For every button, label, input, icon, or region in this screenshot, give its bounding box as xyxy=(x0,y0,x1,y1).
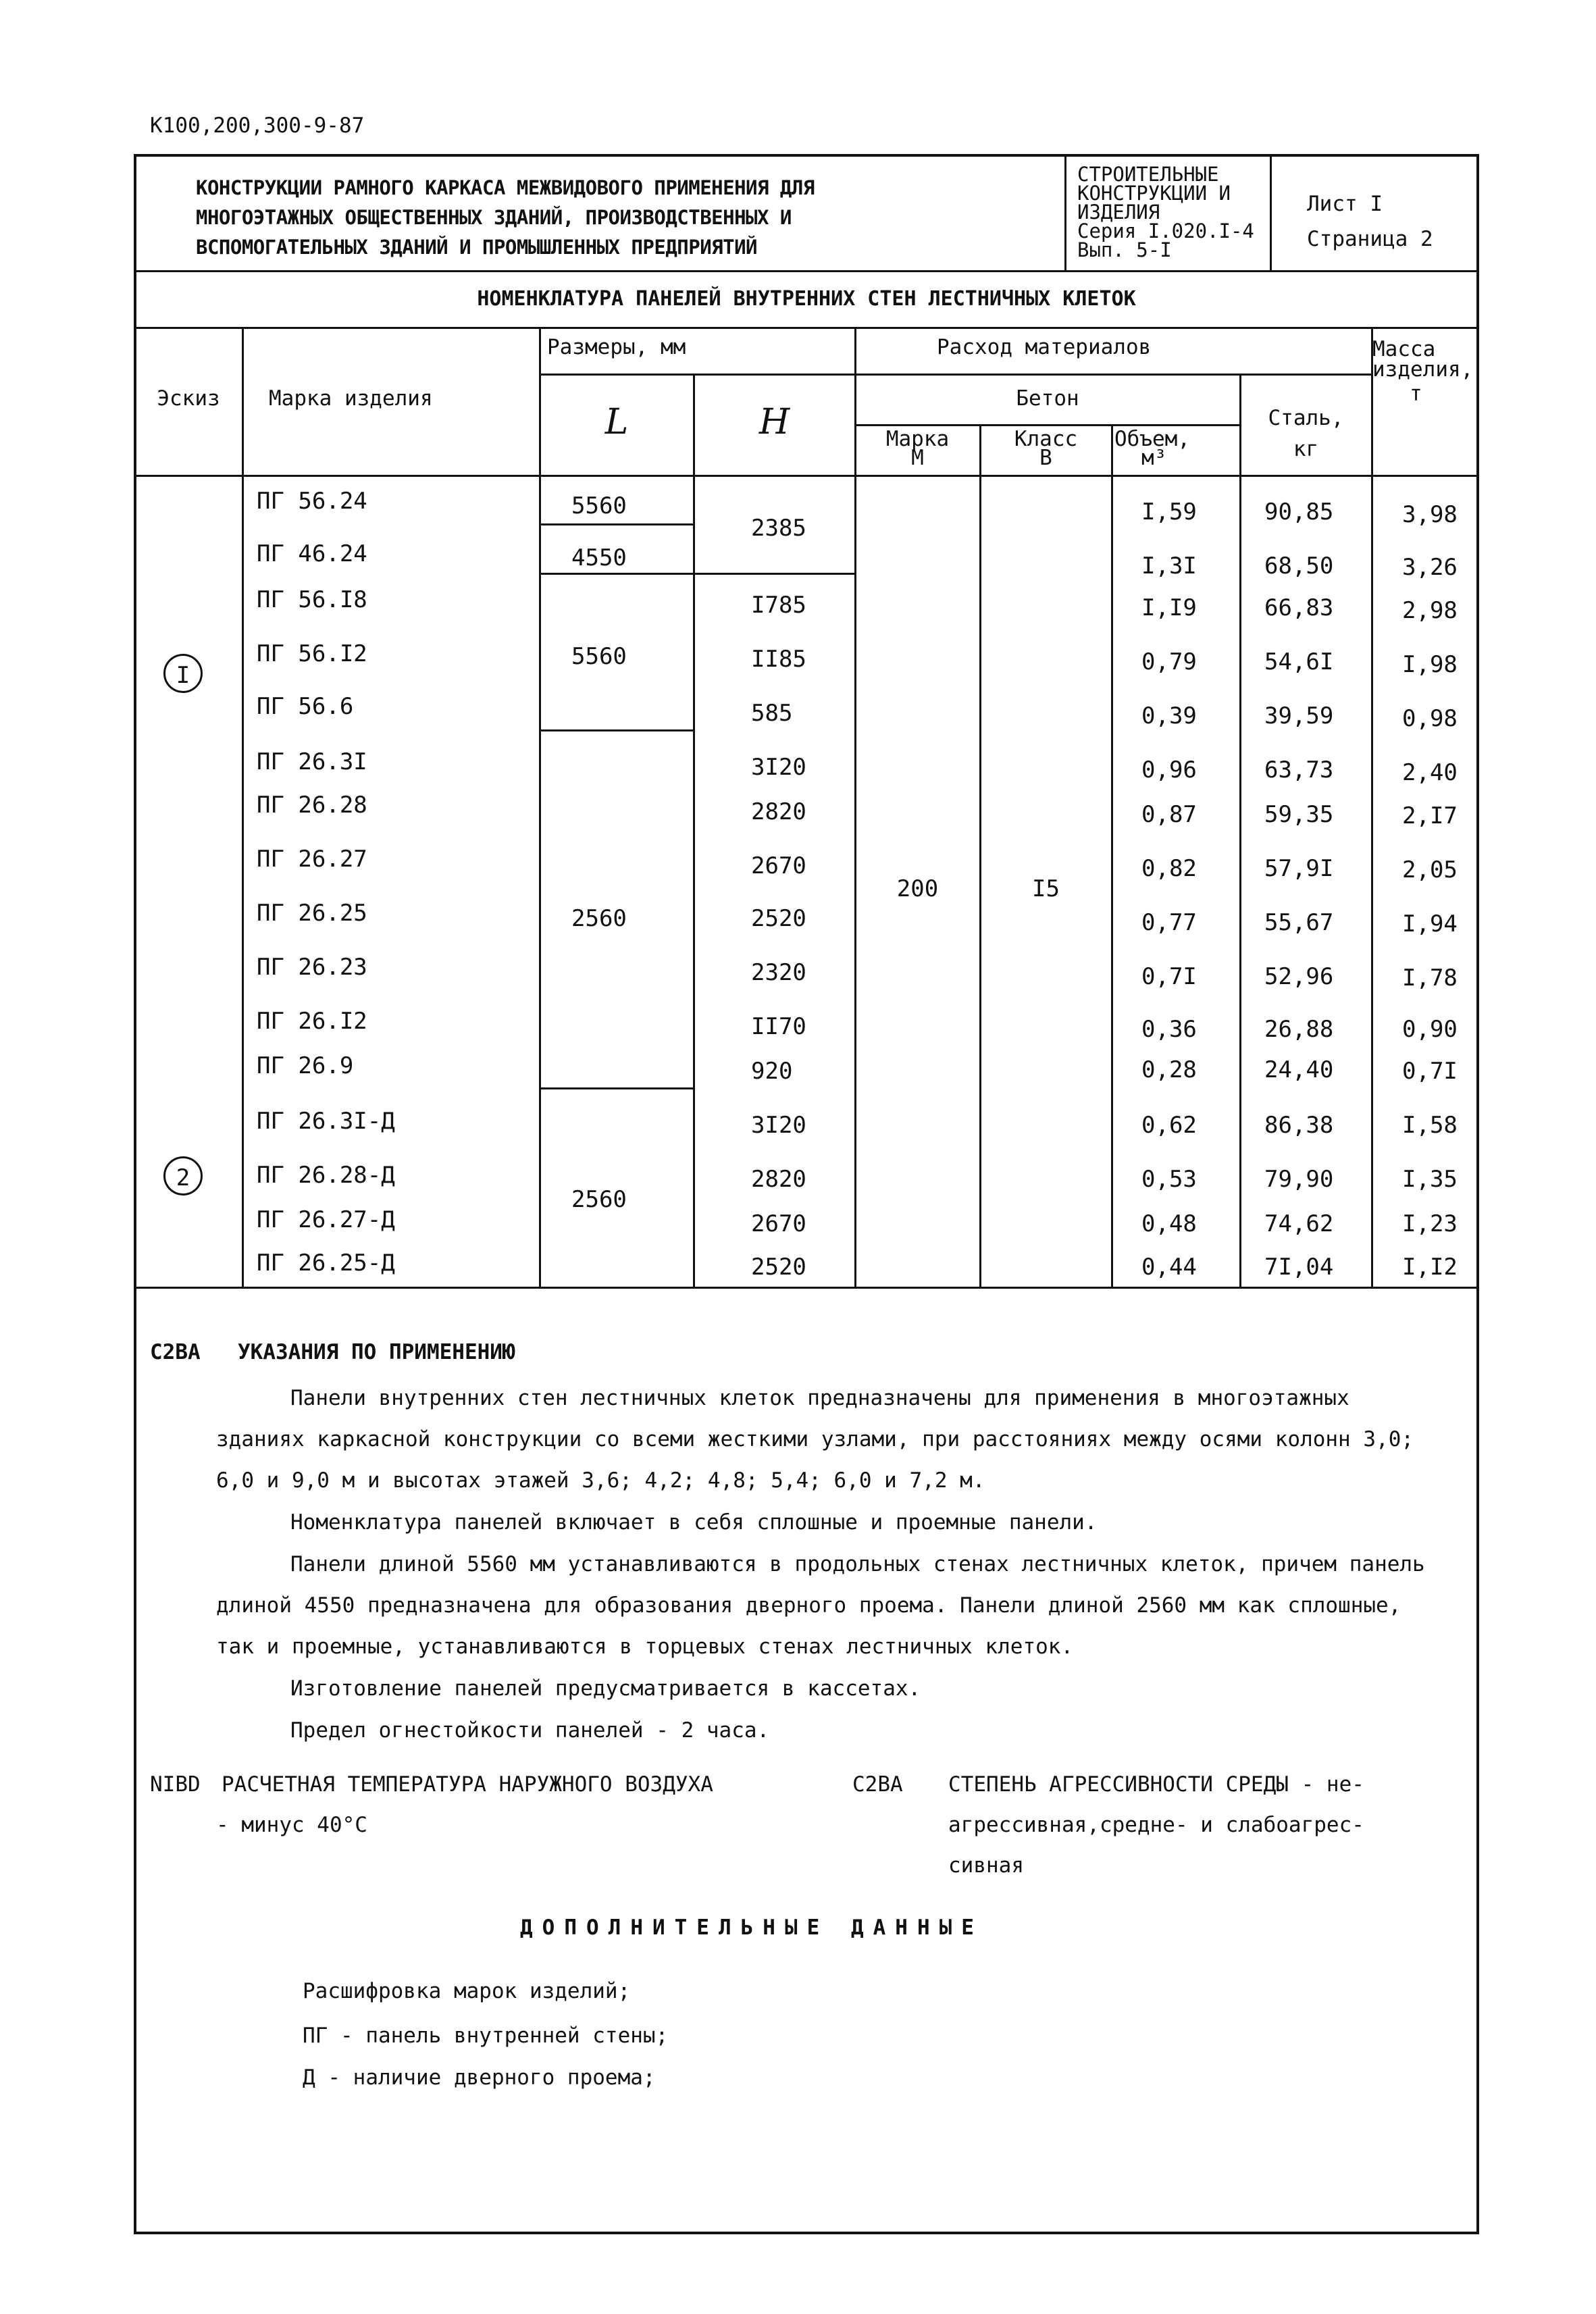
th-class-unit: В xyxy=(1039,446,1052,470)
brand-cell: ПГ 26.9 xyxy=(257,1052,354,1079)
volume-cell: 0,87 xyxy=(1141,801,1197,828)
brand-cell: ПГ 26.3I xyxy=(257,748,367,775)
brand-cell: ПГ 56.I2 xyxy=(257,640,367,667)
temperature-value: - минус 40°С xyxy=(216,1813,367,1837)
th-concrete: Бетон xyxy=(1016,386,1079,411)
volume-cell: 0,79 xyxy=(1141,648,1197,675)
th-mass-label-2: изделия, xyxy=(1372,357,1474,382)
decode-title: Расшифровка марок изделий; xyxy=(303,1979,631,2003)
aggressiveness-line: сивная xyxy=(948,1853,1024,1878)
th-mass-label: Масса xyxy=(1372,337,1436,361)
th-grade-unit: М xyxy=(911,446,924,470)
brand-cell: ПГ 56.24 xyxy=(257,488,367,515)
steel-cell: 54,6I xyxy=(1264,648,1334,675)
H-cell: 920 xyxy=(751,1058,793,1085)
H-cell: 2520 xyxy=(751,1254,806,1281)
brand-cell: ПГ 46.24 xyxy=(257,540,367,567)
H-cell: II85 xyxy=(751,646,806,673)
th-line-1 xyxy=(539,374,1371,376)
usage-paragraph: Панели внутренних стен лестничных клеток предназначены для применения в многоэтажных зданиях каркасной конструкции со всеми жесткими узлами, при расстояниях между осями колонн 3,0; 6,0 и 9,0 м и высотах этажей 3,6; 4,2; 4,8; 5,4; 6,0 и 7,2 м. xyxy=(216,1386,1414,1493)
col-line-volume xyxy=(1239,374,1241,1287)
steel-cell: 74,62 xyxy=(1264,1210,1334,1237)
header-title-line: ВСПОМОГАТЕЛЬНЫХ ЗДАНИЙ И ПРОМЫШЛЕННЫХ ПРЕДПРИЯТИЙ xyxy=(196,236,758,259)
volume-cell: 0,96 xyxy=(1141,756,1197,783)
usage-paragraph: Номенклатура панелей включает в себя сплошные и проемные панели. xyxy=(290,1510,1098,1535)
brand-cell: ПГ 56.6 xyxy=(257,693,354,720)
steel-cell: 26,88 xyxy=(1264,1016,1334,1043)
series-line: Серия I.020.I-4 xyxy=(1077,220,1254,242)
mass-cell: 2,I7 xyxy=(1402,802,1458,829)
th-materials: Расход материалов xyxy=(937,335,1152,359)
brand-cell: ПГ 26.28-Д xyxy=(257,1162,395,1189)
header-divider xyxy=(134,270,1479,272)
mass-cell: I,23 xyxy=(1402,1210,1458,1237)
steel-cell: 52,96 xyxy=(1264,963,1334,990)
steel-cell: 24,40 xyxy=(1264,1056,1334,1083)
note-code-n1b: NIBD xyxy=(150,1772,201,1797)
L-sep-4 xyxy=(539,1087,693,1089)
note-code-c2ba: С2ВА xyxy=(150,1340,201,1364)
th-grade xyxy=(856,427,979,470)
volume-cell: 0,7I xyxy=(1141,963,1197,990)
H-cell: 2670 xyxy=(751,1210,806,1237)
col-line-L xyxy=(693,374,695,1287)
series-line: Вып. 5-I xyxy=(1077,238,1172,261)
L-cell: 5560 xyxy=(571,492,627,519)
col-line-steel xyxy=(1371,327,1373,1287)
volume-cell: 0,39 xyxy=(1141,702,1197,729)
volume-cell: I,I9 xyxy=(1141,594,1197,621)
th-bottom xyxy=(134,475,1479,477)
mass-cell: 2,05 xyxy=(1402,856,1458,883)
volume-cell: 0,36 xyxy=(1141,1016,1197,1043)
table-bottom xyxy=(134,1287,1479,1289)
steel-cell: 86,38 xyxy=(1264,1112,1334,1139)
aggressiveness-line: СТЕПЕНЬ АГРЕССИВНОСТИ СРЕДЫ - не- xyxy=(948,1772,1364,1797)
brand-cell: ПГ 26.3I-Д xyxy=(257,1108,395,1135)
series-line: КОНСТРУКЦИИ И xyxy=(1077,182,1231,205)
H-cell: 2320 xyxy=(751,959,806,986)
series-line: СТРОИТЕЛЬНЫЕ xyxy=(1077,163,1219,186)
th-dimensions: Размеры, мм xyxy=(547,335,686,359)
L-cell: 5560 xyxy=(571,643,627,670)
brand-cell: ПГ 26.23 xyxy=(257,954,367,981)
mass-cell: 0,98 xyxy=(1402,705,1458,732)
usage-paragraph: Панели длиной 5560 мм устанавливаются в продольных стенах лестничных клеток, причем панель длиной 4550 предназначена для образования дверного проема. Панели длиной 2560 мм как сплошные, так и проемные, устанавливаются в торцевых стенах лестничных клеток. xyxy=(216,1552,1425,1659)
volume-cell: 0,53 xyxy=(1141,1166,1197,1193)
th-volume-unit: м³ xyxy=(1141,446,1167,470)
mass-cell: I,58 xyxy=(1402,1112,1458,1139)
volume-cell: 0,77 xyxy=(1141,909,1197,936)
note-code-c2ba-2: С2ВА xyxy=(852,1772,903,1797)
steel-cell: 39,59 xyxy=(1264,702,1334,729)
note-title-usage: УКАЗАНИЯ ПО ПРИМЕНЕНИЮ xyxy=(238,1340,515,1364)
L-cell: 2560 xyxy=(571,905,627,932)
H-cell: 3I20 xyxy=(751,754,806,781)
sheet-info xyxy=(1307,186,1433,257)
brand-cell: ПГ 26.27 xyxy=(257,846,367,873)
th-steel xyxy=(1241,403,1371,465)
mass-cell: 3,26 xyxy=(1402,554,1458,581)
header-title-line: КОНСТРУКЦИИ РАМНОГО КАРКАСА МЕЖВИДОВОГО ПРИМЕНЕНИЯ ДЛЯ xyxy=(196,176,815,199)
col-line-grade xyxy=(979,424,981,1287)
H-cell: 2670 xyxy=(751,852,806,879)
document-code: К100,200,300-9-87 xyxy=(150,113,365,138)
H-cell: 2820 xyxy=(751,1166,806,1193)
volume-cell: I,59 xyxy=(1141,498,1197,525)
header-col-divider-1 xyxy=(1064,154,1066,270)
steel-cell: 90,85 xyxy=(1264,498,1334,525)
mass-cell: I,94 xyxy=(1402,910,1458,937)
mass-cell: I,35 xyxy=(1402,1166,1458,1193)
H-cell: 2520 xyxy=(751,905,806,932)
H-cell: I785 xyxy=(751,592,806,619)
th-class xyxy=(981,427,1111,470)
brand-cell: ПГ 26.25-Д xyxy=(257,1250,395,1277)
brand-cell: ПГ 56.I8 xyxy=(257,586,367,613)
col-line-brand xyxy=(539,327,541,1287)
brand-cell: ПГ 26.25 xyxy=(257,900,367,927)
mass-cell: I,I2 xyxy=(1402,1254,1458,1281)
brand-cell: ПГ 26.27-Д xyxy=(257,1206,395,1233)
volume-cell: 0,62 xyxy=(1141,1112,1197,1139)
sketch-mark-2: 2 xyxy=(163,1156,203,1195)
extra-data-title: ДОПОЛНИТЕЛЬНЫЕ ДАННЫЕ xyxy=(520,1916,983,1940)
series-line: ИЗДЕЛИЯ xyxy=(1077,201,1160,224)
table-title-divider xyxy=(134,327,1479,329)
th-volume xyxy=(1114,427,1236,470)
th-grade-label: Марка xyxy=(885,427,950,451)
header-title xyxy=(196,173,815,262)
volume-cell: 0,28 xyxy=(1141,1056,1197,1083)
header-col-divider-2 xyxy=(1270,154,1272,270)
brand-cell: ПГ 26.I2 xyxy=(257,1008,367,1035)
col-line-H xyxy=(854,327,856,1287)
steel-cell: 59,35 xyxy=(1264,801,1334,828)
H-cell: 585 xyxy=(751,700,793,727)
volume-cell: 0,44 xyxy=(1141,1254,1197,1281)
th-L: L xyxy=(604,402,629,442)
concrete-grade-value: 200 xyxy=(896,875,939,902)
steel-cell: 68,50 xyxy=(1264,552,1334,580)
th-mass-unit: т xyxy=(1410,382,1422,406)
steel-cell: 66,83 xyxy=(1264,594,1334,621)
col-line-sketch xyxy=(242,327,244,1287)
usage-paragraph: Изготовление панелей предусматривается в кассетах. xyxy=(290,1676,921,1701)
steel-cell: 57,9I xyxy=(1264,855,1334,882)
page-number: Страница 2 xyxy=(1307,227,1433,251)
H-cell: II70 xyxy=(751,1013,806,1040)
mass-cell: I,98 xyxy=(1402,651,1458,678)
aggressiveness-line: агрессивная,средне- и слабоагрес- xyxy=(948,1813,1364,1837)
L-sep-3 xyxy=(539,729,693,731)
volume-cell: 0,82 xyxy=(1141,855,1197,882)
sketch-mark-1: I xyxy=(163,654,203,693)
mass-cell: I,78 xyxy=(1402,965,1458,992)
mass-cell: 0,90 xyxy=(1402,1016,1458,1043)
decode-pg: ПГ - панель внутренней стены; xyxy=(303,2024,669,2048)
table-title: НОМЕНКЛАТУРА ПАНЕЛЕЙ ВНУТРЕННИХ СТЕН ЛЕСТНИЧНЫХ КЛЕТОК xyxy=(477,287,1136,311)
temperature-title: РАСЧЕТНАЯ ТЕМПЕРАТУРА НАРУЖНОГО ВОЗДУХА xyxy=(222,1772,713,1797)
series-block xyxy=(1077,165,1254,259)
mass-cell: 2,98 xyxy=(1402,597,1458,624)
mass-cell: 3,98 xyxy=(1402,501,1458,528)
steel-cell: 79,90 xyxy=(1264,1166,1334,1193)
steel-cell: 55,67 xyxy=(1264,909,1334,936)
steel-cell: 7I,04 xyxy=(1264,1254,1334,1281)
mass-cell: 0,7I xyxy=(1402,1058,1458,1085)
brand-cell: ПГ 26.28 xyxy=(257,792,367,819)
volume-cell: I,3I xyxy=(1141,552,1197,580)
mass-cell: 2,40 xyxy=(1402,759,1458,786)
th-line-2 xyxy=(854,424,1239,426)
th-H: H xyxy=(758,402,790,442)
L-sep-2 xyxy=(539,573,854,575)
decode-d: Д - наличие дверного проема; xyxy=(303,2065,656,2090)
th-mass xyxy=(1372,339,1479,404)
th-class-label: Класс xyxy=(1014,427,1078,451)
th-steel-label: Сталь, xyxy=(1268,406,1344,430)
th-brand: Марка изделия xyxy=(269,386,433,411)
H-cell: 2385 xyxy=(751,515,806,542)
concrete-class-value: I5 xyxy=(1032,875,1060,902)
th-sketch: Эскиз xyxy=(157,386,220,411)
th-volume-label: Объем, xyxy=(1114,427,1190,451)
L-cell: 4550 xyxy=(571,544,627,571)
volume-cell: 0,48 xyxy=(1141,1210,1197,1237)
L-sep-1 xyxy=(539,523,693,525)
sheet-number: Лист I xyxy=(1307,192,1383,216)
L-cell: 2560 xyxy=(571,1186,627,1213)
steel-cell: 63,73 xyxy=(1264,756,1334,783)
header-title-line: МНОГОЭТАЖНЫХ ОБЩЕСТВЕННЫХ ЗДАНИЙ, ПРОИЗВОДСТВЕННЫХ И xyxy=(196,206,792,229)
H-cell: 3I20 xyxy=(751,1112,806,1139)
col-line-class xyxy=(1111,424,1113,1287)
usage-paragraph: Предел огнестойкости панелей - 2 часа. xyxy=(290,1718,770,1743)
H-cell: 2820 xyxy=(751,798,806,825)
th-steel-unit: кг xyxy=(1293,437,1319,461)
